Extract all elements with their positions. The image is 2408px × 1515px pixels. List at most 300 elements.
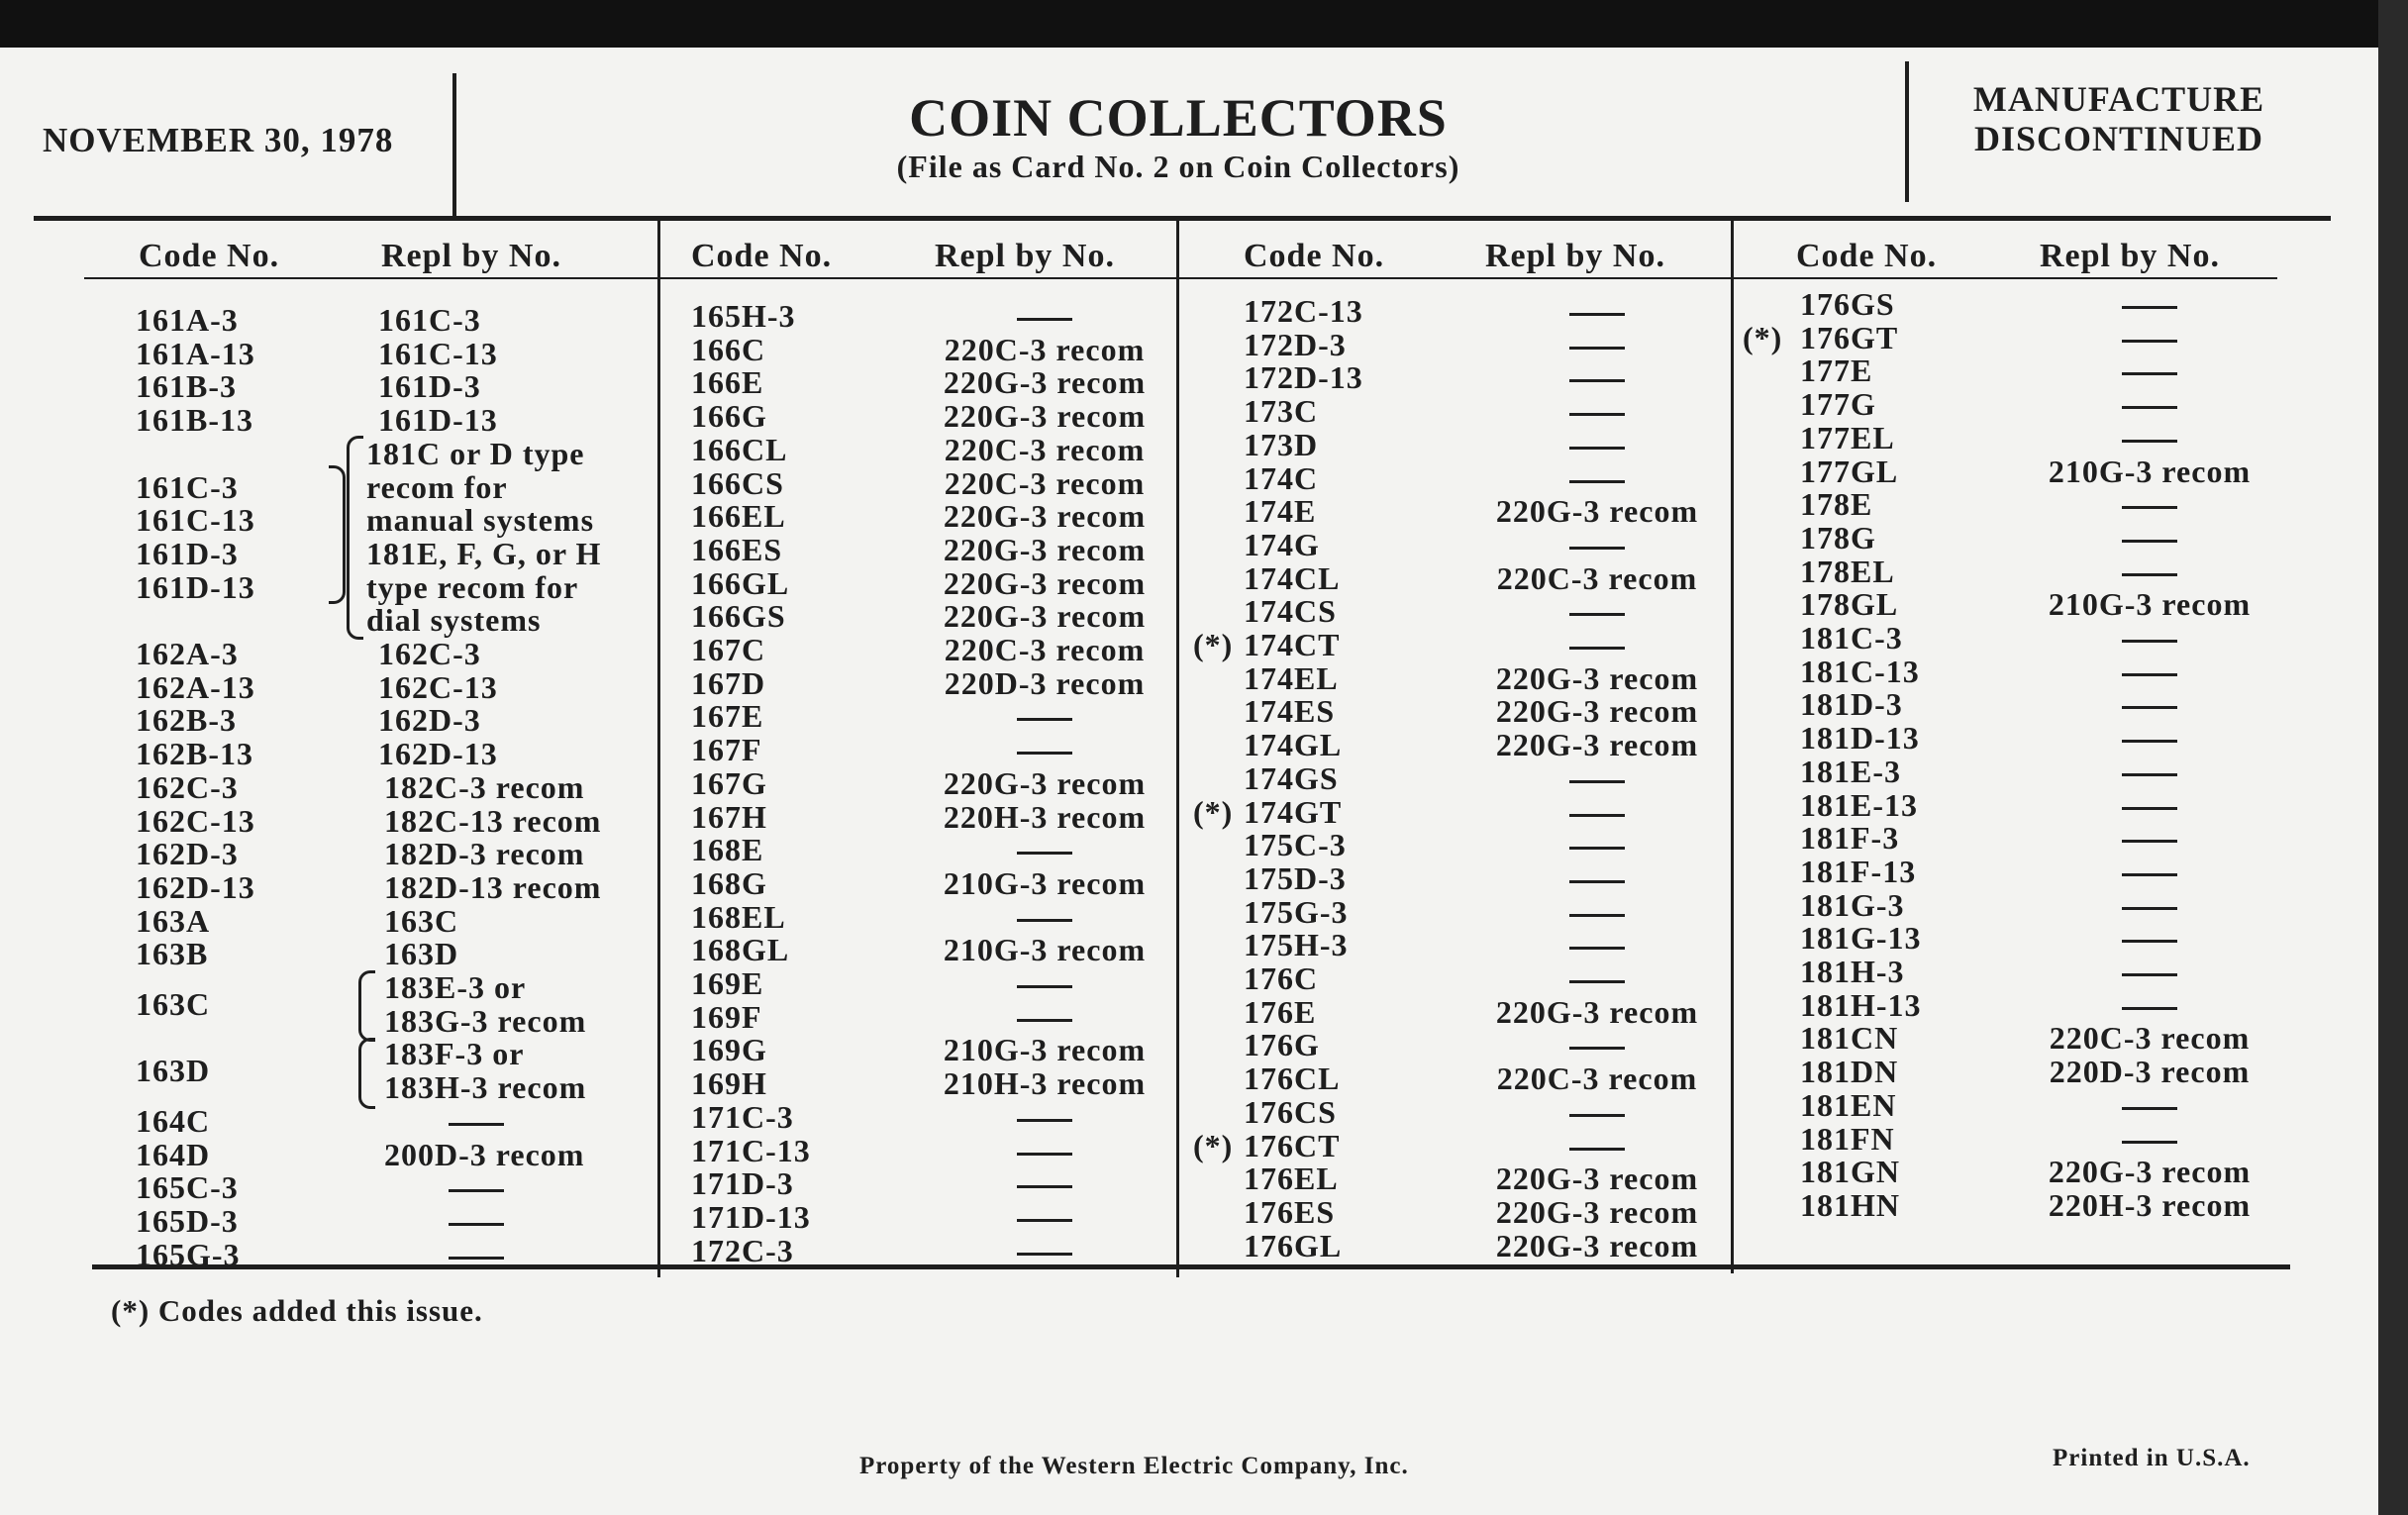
code-number: 169E — [691, 965, 764, 1001]
replacement-number: 181C or D type — [366, 435, 585, 471]
code-number: 161D-3 — [136, 535, 239, 571]
no-replacement-dash — [449, 1170, 504, 1204]
replacement-number: 220G-3 recom — [943, 531, 1147, 567]
dash-mark — [2122, 740, 2177, 743]
replacement-number: 183H-3 recom — [384, 1069, 587, 1106]
dash-mark — [1569, 647, 1625, 650]
footnote: (*) Codes added this issue. — [111, 1293, 483, 1328]
header-underline — [84, 277, 2277, 279]
dash-mark — [1569, 780, 1625, 783]
code-number: 176CS — [1244, 1093, 1337, 1130]
replacement-number: 162D-3 — [378, 702, 481, 739]
code-number: 174EL — [1244, 659, 1339, 696]
code-number: 162B-3 — [136, 702, 237, 739]
replacement-number: 182D-13 recom — [384, 868, 602, 905]
code-number: 181G-3 — [1800, 886, 1905, 923]
dash-mark — [1569, 413, 1625, 416]
dash-mark — [2122, 673, 2177, 676]
replacement-number: 182C-13 recom — [384, 802, 602, 839]
added-marker: (*) — [1193, 1127, 1234, 1163]
replacement-number: 183E-3 or — [384, 969, 527, 1005]
replacement-number: 220G-3 recom — [1495, 693, 1699, 730]
dash-mark — [1017, 718, 1072, 721]
dash-mark — [1569, 847, 1625, 850]
no-replacement-dash — [1569, 428, 1625, 461]
code-number: 168EL — [691, 898, 786, 935]
code-number: 169F — [691, 998, 762, 1035]
code-number: 176GT — [1800, 319, 1899, 355]
replacement-number: 210H-3 recom — [943, 1065, 1147, 1102]
code-number: 181DN — [1800, 1054, 1899, 1090]
code-number: 177EL — [1800, 419, 1895, 455]
code-number: 176G — [1244, 1027, 1320, 1063]
no-replacement-dash — [1017, 900, 1072, 934]
code-number: 174CT — [1244, 627, 1341, 662]
scan-border-right — [2378, 0, 2408, 1515]
dash-mark — [2122, 873, 2177, 876]
dash-mark — [449, 1257, 504, 1260]
code-number: 176GS — [1800, 286, 1895, 322]
replacement-number: 210G-3 recom — [943, 932, 1147, 968]
dash-mark — [1569, 980, 1625, 983]
dash-mark — [2122, 573, 2177, 576]
code-number: 171C-3 — [691, 1098, 794, 1135]
column-header-repl: Repl by No. — [2040, 238, 2220, 274]
dash-mark — [1569, 313, 1625, 316]
dash-mark — [2122, 1141, 2177, 1144]
replacement-number: dial systems — [366, 602, 542, 639]
no-replacement-dash — [1569, 528, 1625, 561]
no-replacement-dash — [2122, 788, 2177, 822]
replacement-number: 181E, F, G, or H — [366, 535, 602, 571]
table-top-rule — [34, 216, 2331, 221]
no-replacement-dash — [2122, 921, 2177, 955]
no-replacement-dash — [2122, 1088, 2177, 1122]
column-header-repl: Repl by No. — [935, 238, 1115, 274]
dash-mark — [2122, 506, 2177, 509]
code-number: 181G-13 — [1800, 920, 1922, 957]
scan-border-top — [0, 0, 2408, 48]
no-replacement-dash — [1569, 461, 1625, 495]
no-replacement-dash — [1569, 795, 1625, 829]
dash-mark — [1569, 1114, 1625, 1117]
code-number: 174GS — [1244, 759, 1339, 796]
code-number: 177G — [1800, 386, 1876, 423]
brace-icon — [358, 970, 375, 1042]
dash-mark — [2122, 807, 2177, 810]
column-header-code: Code No. — [1796, 238, 1938, 274]
code-number: 177GL — [1800, 453, 1899, 489]
dash-mark — [1569, 613, 1625, 616]
dash-mark — [1569, 1047, 1625, 1050]
code-number: 181GN — [1800, 1154, 1900, 1190]
replacement-number: 183G-3 recom — [384, 1002, 587, 1039]
no-replacement-dash — [2122, 687, 2177, 721]
replacement-number: 220G-3 recom — [943, 498, 1147, 535]
code-number: 167H — [691, 798, 767, 835]
replacement-number: 183F-3 or — [384, 1036, 525, 1072]
dash-mark — [449, 1123, 504, 1126]
code-number: 166G — [691, 398, 767, 435]
no-replacement-dash — [1017, 1000, 1072, 1034]
code-number: 168G — [691, 864, 767, 901]
dash-mark — [2122, 1007, 2177, 1010]
code-number: 176CT — [1244, 1127, 1341, 1163]
column-divider — [657, 220, 660, 1277]
no-replacement-dash — [1017, 1100, 1072, 1134]
no-replacement-dash — [1569, 328, 1625, 361]
dash-mark — [1569, 347, 1625, 350]
code-number: 178EL — [1800, 553, 1895, 589]
no-replacement-dash — [449, 1104, 504, 1138]
code-number: 161B-13 — [136, 402, 253, 439]
code-number: 181D-13 — [1800, 720, 1920, 757]
replacement-number: 220C-3 recom — [944, 464, 1146, 501]
code-number: 176GL — [1244, 1227, 1343, 1263]
replacement-number: 220G-3 recom — [1495, 1227, 1699, 1263]
column-header-code: Code No. — [139, 238, 280, 274]
no-replacement-dash — [2122, 421, 2177, 454]
code-number: 174GT — [1244, 793, 1343, 830]
code-number: 181C-3 — [1800, 620, 1903, 656]
dash-mark — [2122, 940, 2177, 943]
footer-printed: Printed in U.S.A. — [2053, 1445, 2251, 1471]
code-number: 174CL — [1244, 559, 1341, 596]
code-number: 163D — [136, 1053, 211, 1089]
issue-date: NOVEMBER 30, 1978 — [43, 121, 394, 159]
code-number: 167C — [691, 632, 766, 667]
code-number: 166C — [691, 331, 766, 367]
code-number: 167F — [691, 732, 762, 768]
no-replacement-dash — [1017, 699, 1072, 733]
column-header-code: Code No. — [1244, 238, 1385, 274]
replacement-number: 182C-3 recom — [384, 768, 585, 805]
dash-mark — [2122, 1107, 2177, 1110]
dash-mark — [2122, 973, 2177, 976]
no-replacement-dash — [2122, 988, 2177, 1022]
no-replacement-dash — [1569, 928, 1625, 961]
replacement-number: 210G-3 recom — [943, 1032, 1147, 1068]
replacement-number: type recom for — [366, 568, 579, 605]
dash-mark — [2122, 340, 2177, 343]
no-replacement-dash — [2122, 1122, 2177, 1156]
no-replacement-dash — [2122, 555, 2177, 588]
code-number: 164C — [136, 1102, 211, 1139]
no-replacement-dash — [1017, 1134, 1072, 1167]
replacement-number: 220C-3 recom — [944, 331, 1146, 367]
replacement-number: manual systems — [366, 502, 595, 539]
replacement-number: 220H-3 recom — [2048, 1186, 2252, 1223]
code-number: 175D-3 — [1244, 859, 1347, 896]
code-number: 176E — [1244, 993, 1317, 1030]
replacement-number: 220C-3 recom — [944, 632, 1146, 667]
no-replacement-dash — [2122, 321, 2177, 354]
no-replacement-dash — [1569, 1095, 1625, 1129]
replacement-number: recom for — [366, 468, 508, 505]
dash-mark — [1569, 447, 1625, 450]
code-number: 171C-13 — [691, 1132, 811, 1168]
dash-mark — [1569, 480, 1625, 483]
code-number: 174CS — [1244, 593, 1337, 630]
no-replacement-dash — [1569, 394, 1625, 428]
dash-mark — [2122, 773, 2177, 776]
code-number: 181F-13 — [1800, 853, 1917, 889]
dash-mark — [1017, 852, 1072, 855]
brace-icon — [358, 1038, 375, 1109]
code-number: 168E — [691, 832, 764, 868]
no-replacement-dash — [1569, 895, 1625, 929]
dash-mark — [1569, 1148, 1625, 1151]
dash-mark — [1017, 1219, 1072, 1222]
dash-mark — [1017, 752, 1072, 755]
code-number: 164D — [136, 1136, 211, 1172]
code-number: 163A — [136, 902, 211, 939]
dash-mark — [1569, 379, 1625, 382]
code-number: 165D-3 — [136, 1202, 239, 1239]
code-number: 181D-3 — [1800, 686, 1903, 723]
code-number: 181F-3 — [1800, 820, 1900, 857]
code-number: 173D — [1244, 426, 1319, 462]
no-replacement-dash — [1017, 966, 1072, 1000]
replacement-number: 161C-13 — [378, 335, 498, 371]
page-title: COIN COLLECTORS — [909, 88, 1448, 148]
code-number: 181H-3 — [1800, 954, 1905, 989]
no-replacement-dash — [1017, 733, 1072, 766]
code-number: 163C — [136, 985, 211, 1022]
code-number: 181E-3 — [1800, 753, 1901, 789]
code-number: 174E — [1244, 493, 1317, 530]
code-number: 166CL — [691, 431, 788, 467]
dash-mark — [2122, 372, 2177, 375]
replacement-number: 210G-3 recom — [2048, 586, 2252, 623]
dash-mark — [2122, 840, 2177, 843]
code-number: 161C-3 — [136, 468, 239, 505]
code-number: 161C-13 — [136, 502, 255, 539]
no-replacement-dash — [1569, 1129, 1625, 1162]
code-number: 161A-3 — [136, 302, 239, 338]
dash-mark — [1017, 1153, 1072, 1156]
code-number: 181HN — [1800, 1186, 1900, 1223]
code-number: 172D-3 — [1244, 326, 1347, 362]
code-number: 181FN — [1800, 1120, 1895, 1157]
dash-mark — [449, 1189, 504, 1192]
brace-icon — [329, 465, 346, 604]
code-number: 162D-13 — [136, 868, 255, 905]
replacement-number: 220G-3 recom — [2048, 1154, 2252, 1190]
no-replacement-dash — [2122, 821, 2177, 855]
code-number: 166CS — [691, 464, 784, 501]
dash-mark — [2122, 306, 2177, 309]
no-replacement-dash — [2122, 621, 2177, 655]
code-number: 167D — [691, 664, 766, 701]
code-number: 162C-13 — [136, 802, 255, 839]
code-number: 181CN — [1800, 1020, 1899, 1057]
no-replacement-dash — [1569, 861, 1625, 895]
no-replacement-dash — [1017, 833, 1072, 866]
dash-mark — [1017, 1019, 1072, 1022]
code-number: 172C-3 — [691, 1232, 794, 1268]
code-number: 166GL — [691, 564, 790, 601]
no-replacement-dash — [1569, 761, 1625, 795]
replacement-number: 161D-3 — [378, 368, 481, 405]
dash-mark — [2122, 640, 2177, 643]
no-replacement-dash — [1569, 360, 1625, 394]
dash-mark — [1017, 1185, 1072, 1188]
code-number: 181C-13 — [1800, 653, 1920, 689]
no-replacement-dash — [2122, 755, 2177, 788]
no-replacement-dash — [2122, 855, 2177, 888]
code-number: 174ES — [1244, 693, 1336, 730]
code-number: 171D-13 — [691, 1198, 811, 1235]
column-header-repl: Repl by No. — [381, 238, 561, 274]
status-line-1: MANUFACTURE — [1972, 79, 2265, 119]
code-number: 165H-3 — [691, 298, 796, 334]
replacement-number: 220C-3 recom — [1496, 559, 1698, 596]
page-subtitle: (File as Card No. 2 on Coin Collectors) — [896, 149, 1460, 184]
replacement-number: 162D-13 — [378, 736, 498, 772]
replacement-number: 162C-3 — [378, 636, 481, 671]
code-number: 177E — [1800, 353, 1873, 389]
added-marker: (*) — [1193, 627, 1234, 662]
code-number: 175G-3 — [1244, 893, 1349, 930]
replacement-number: 220C-3 recom — [2049, 1020, 2251, 1057]
added-marker: (*) — [1743, 319, 1783, 355]
replacement-number: 220G-3 recom — [943, 598, 1147, 635]
code-number: 166EL — [691, 498, 786, 535]
code-number: 178G — [1800, 519, 1876, 556]
replacement-number: 220G-3 recom — [1495, 727, 1699, 763]
code-number: 173C — [1244, 393, 1319, 430]
code-number: 162D-3 — [136, 836, 239, 872]
code-number: 178E — [1800, 486, 1873, 523]
code-number: 161B-3 — [136, 368, 237, 405]
no-replacement-dash — [1569, 1028, 1625, 1061]
code-number: 167E — [691, 698, 764, 735]
no-replacement-dash — [1017, 1166, 1072, 1200]
dash-mark — [1017, 318, 1072, 321]
dash-mark — [2122, 440, 2177, 443]
replacement-number: 220C-3 recom — [944, 431, 1146, 467]
code-number: 181H-13 — [1800, 986, 1922, 1023]
dash-mark — [1569, 914, 1625, 917]
code-number: 163B — [136, 936, 209, 972]
replacement-number: 220G-3 recom — [943, 398, 1147, 435]
no-replacement-dash — [2122, 521, 2177, 555]
no-replacement-dash — [1569, 594, 1625, 628]
no-replacement-dash — [449, 1238, 504, 1271]
replacement-number: 220G-3 recom — [1495, 993, 1699, 1030]
replacement-number: 163D — [384, 936, 459, 972]
dash-mark — [1569, 547, 1625, 550]
replacement-number: 162C-13 — [378, 668, 498, 705]
table-bottom-rule — [92, 1264, 2290, 1269]
replacement-number: 220G-3 recom — [943, 764, 1147, 801]
code-number: 174C — [1244, 459, 1319, 496]
code-number: 176C — [1244, 960, 1319, 996]
dash-mark — [449, 1223, 504, 1226]
dash-mark — [1017, 985, 1072, 988]
code-number: 174GL — [1244, 727, 1343, 763]
replacement-number: 220G-3 recom — [1495, 659, 1699, 696]
code-number: 162B-13 — [136, 736, 253, 772]
replacement-number: 200D-3 recom — [384, 1136, 585, 1172]
column-header-code: Code No. — [691, 238, 833, 274]
replacement-number: 182D-3 recom — [384, 836, 585, 872]
code-number: 172C-13 — [1244, 293, 1363, 329]
dash-mark — [1569, 814, 1625, 817]
code-number: 169H — [691, 1065, 767, 1102]
brace-icon — [347, 436, 363, 640]
dash-mark — [1017, 919, 1072, 922]
no-replacement-dash — [2122, 487, 2177, 521]
code-number: 175C-3 — [1244, 827, 1347, 863]
no-replacement-dash — [1017, 1234, 1072, 1267]
added-marker: (*) — [1193, 793, 1234, 830]
footer-property: Property of the Western Electric Company, Inc. — [859, 1453, 1409, 1479]
replacement-number: 210G-3 recom — [2048, 453, 2252, 489]
no-replacement-dash — [1569, 628, 1625, 661]
replacement-number: 161D-13 — [378, 402, 498, 439]
no-replacement-dash — [2122, 888, 2177, 922]
dash-mark — [1569, 947, 1625, 950]
replacement-number: 220H-3 recom — [943, 798, 1147, 835]
dash-mark — [2122, 406, 2177, 409]
code-number: 165C-3 — [136, 1169, 239, 1206]
no-replacement-dash — [1569, 294, 1625, 328]
no-replacement-dash — [2122, 287, 2177, 321]
no-replacement-dash — [2122, 354, 2177, 387]
column-header-repl: Repl by No. — [1485, 238, 1665, 274]
replacement-number: 220D-3 recom — [2049, 1054, 2251, 1090]
code-number: 171D-3 — [691, 1165, 794, 1202]
no-replacement-dash — [2122, 955, 2177, 988]
code-number: 176CL — [1244, 1060, 1341, 1097]
header-divider-left — [452, 73, 456, 216]
dash-mark — [2122, 907, 2177, 910]
replacement-number: 161C-3 — [378, 302, 481, 338]
code-number: 162A-3 — [136, 636, 239, 671]
code-number: 166E — [691, 364, 764, 401]
replacement-number: 163C — [384, 902, 459, 939]
no-replacement-dash — [1569, 828, 1625, 861]
replacement-number: 220G-3 recom — [1495, 1161, 1699, 1197]
no-replacement-dash — [449, 1204, 504, 1238]
dash-mark — [1569, 880, 1625, 883]
code-number: 161A-13 — [136, 335, 255, 371]
replacement-number: 220G-3 recom — [1495, 1193, 1699, 1230]
no-replacement-dash — [2122, 655, 2177, 688]
dash-mark — [1017, 1119, 1072, 1122]
replacement-number: 220G-3 recom — [943, 364, 1147, 401]
code-number: 176ES — [1244, 1193, 1336, 1230]
no-replacement-dash — [1569, 961, 1625, 995]
dash-mark — [1017, 1253, 1072, 1256]
code-number: 175H-3 — [1244, 927, 1349, 963]
dash-mark — [2122, 540, 2177, 543]
code-number: 162C-3 — [136, 768, 239, 805]
replacement-number: 220G-3 recom — [943, 564, 1147, 601]
status-line-2: DISCONTINUED — [1973, 119, 2264, 158]
header-divider-right — [1905, 61, 1909, 202]
code-number: 181EN — [1800, 1086, 1897, 1123]
replacement-number: 220G-3 recom — [1495, 493, 1699, 530]
no-replacement-dash — [2122, 387, 2177, 421]
code-number: 161D-13 — [136, 568, 255, 605]
code-number: 169G — [691, 1032, 767, 1068]
code-number: 174G — [1244, 526, 1320, 562]
no-replacement-dash — [1017, 1200, 1072, 1234]
code-number: 178GL — [1800, 586, 1899, 623]
